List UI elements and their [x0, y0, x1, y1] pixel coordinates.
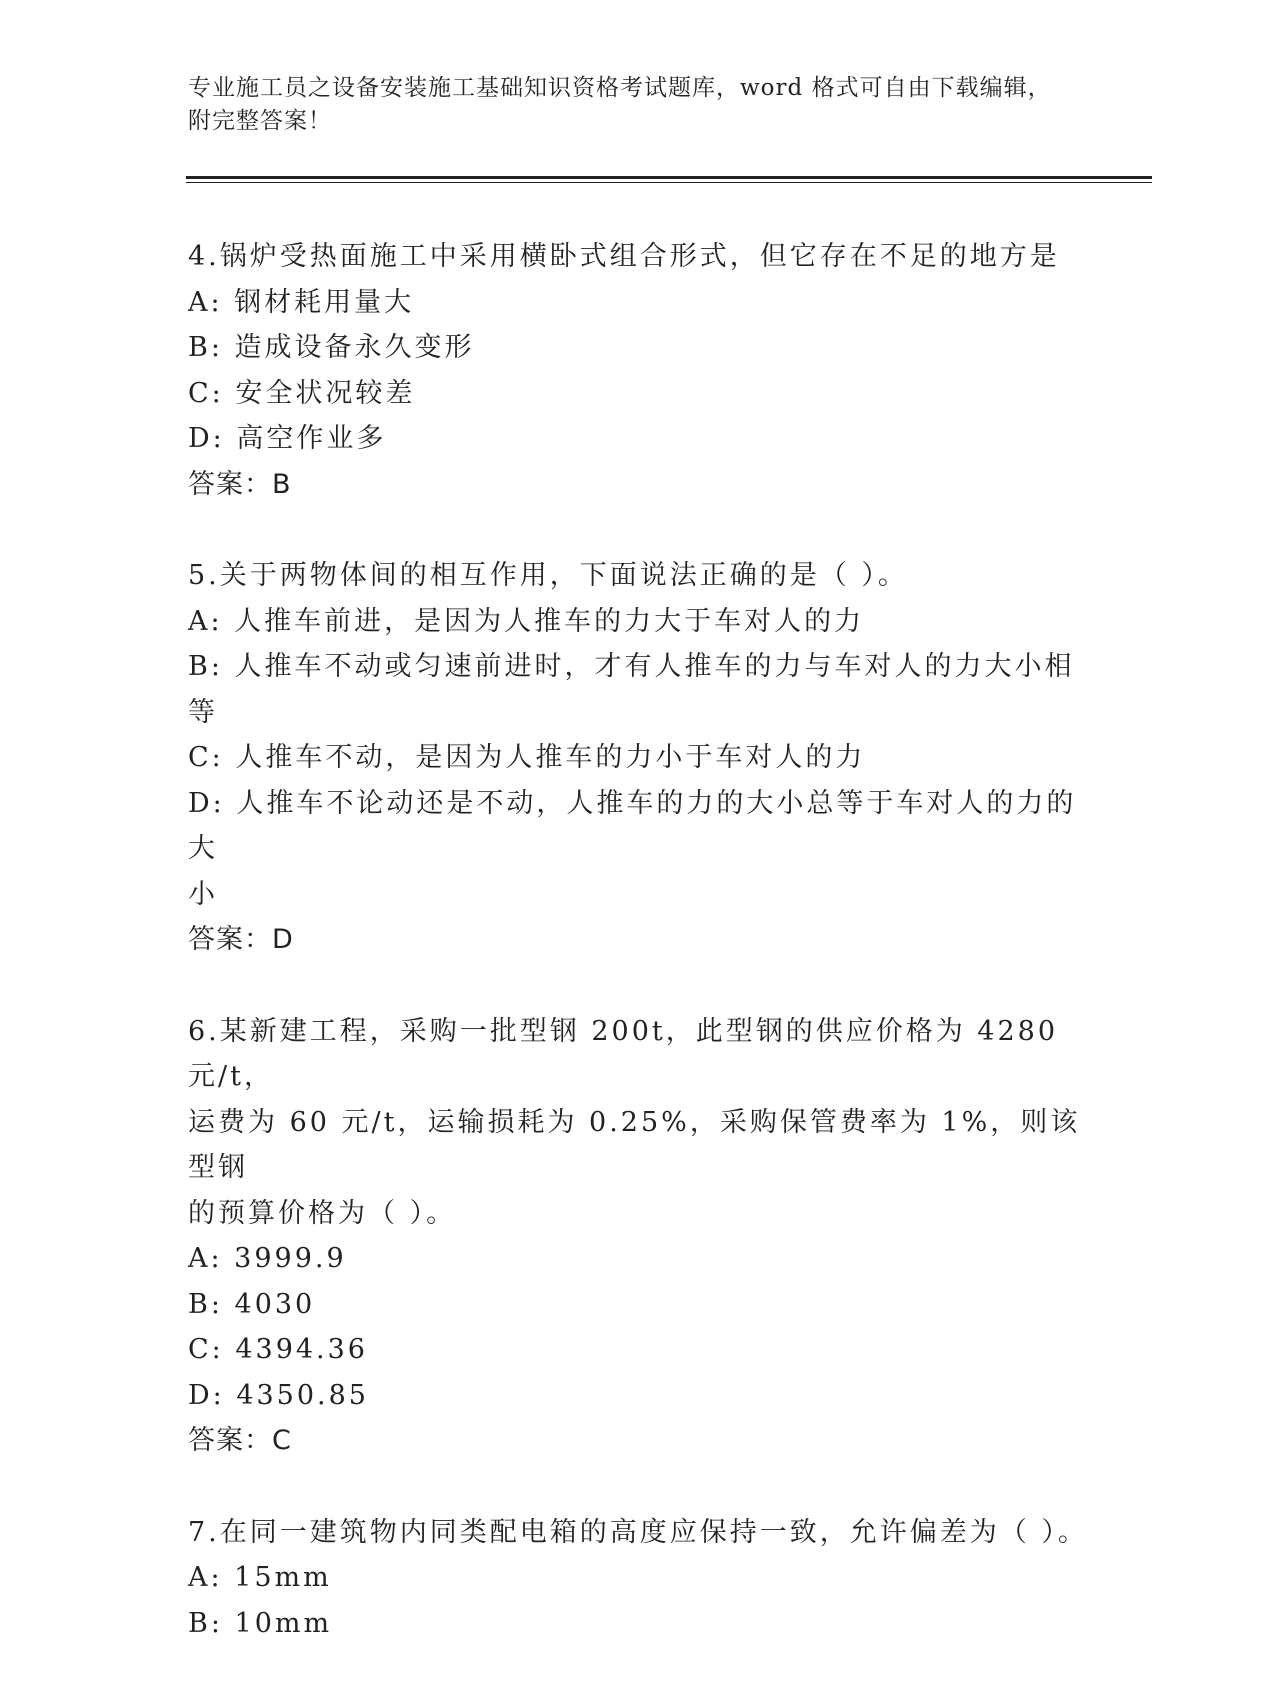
- option-c: C: 4394.36: [188, 1334, 368, 1365]
- question-stem: 4.锅炉受热面施工中采用横卧式组合形式，但它存在不足的地方是: [188, 241, 1060, 272]
- question-7: [188, 1510, 1088, 1647]
- option-a: A: 人推车前进，是因为人推车的力大于车对人的力: [188, 605, 865, 637]
- header-line-2: 附完整答案！: [188, 108, 332, 134]
- option-d: D: 高空作业多: [188, 423, 387, 454]
- header-divider-thick: [186, 176, 1152, 179]
- option-d: D: 4350.85: [188, 1379, 369, 1411]
- option-a: A: 15mm: [188, 1562, 332, 1593]
- question-stem-line-1: 6.某新建工程，采购一批型钢 200t，此型钢的供应价格为 4280 元/t，: [188, 1015, 1070, 1092]
- header-line-1: 专业施工员之设备安装施工基础知识资格考试题库，word 格式可自由下载编辑，: [188, 75, 1052, 101]
- option-b: B: 人推车不动或匀速前进时，才有人推车的力与车对人的力大小相等: [188, 651, 1075, 728]
- answer-line: 答案：D: [188, 924, 294, 955]
- question-4: [188, 234, 1088, 507]
- question-stem-line-3: 的预算价格为（ ）。: [188, 1197, 457, 1229]
- option-d: D: 人推车不论动还是不动，人推车的力的大小总等于车对人的力的大 小: [188, 787, 1077, 910]
- question-6: [188, 1009, 1088, 1464]
- option-b: B: 4030: [188, 1288, 316, 1320]
- question-list: [188, 234, 1088, 1692]
- option-b: B: 造成设备永久变形: [188, 332, 475, 363]
- option-a: A: 3999.9: [188, 1243, 347, 1274]
- document-header: [188, 72, 1088, 138]
- option-b: B: 10mm: [188, 1607, 333, 1639]
- header-divider-thin: [186, 182, 1152, 183]
- question-stem: 7.在同一建筑物内同类配电箱的高度应保持一致，允许偏差为（ ）。: [188, 1516, 1088, 1548]
- option-c: C: 安全状况较差: [188, 377, 416, 409]
- answer-line: 答案：C: [188, 1425, 292, 1456]
- question-stem: 5.关于两物体间的相互作用，下面说法正确的是（ ）。: [188, 560, 908, 591]
- answer-line: 答案：B: [188, 468, 292, 500]
- question-stem-line-2: 运费为 60 元/t，运输损耗为 0.25%，采购保管费率为 1%，则该型钢: [188, 1106, 1081, 1183]
- question-5: [188, 553, 1088, 963]
- option-a: A: 钢材耗用量大: [188, 286, 415, 318]
- option-c: C: 人推车不动，是因为人推车的力小于车对人的力: [188, 742, 866, 773]
